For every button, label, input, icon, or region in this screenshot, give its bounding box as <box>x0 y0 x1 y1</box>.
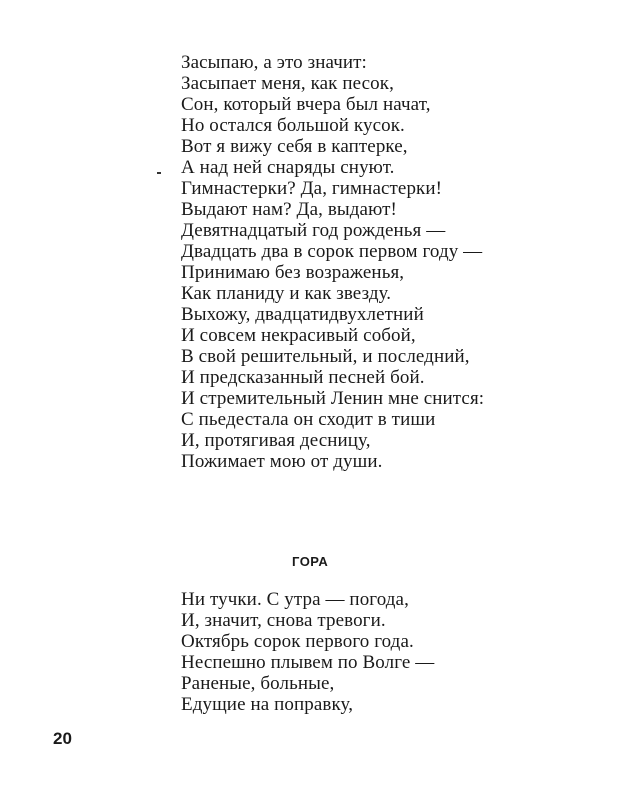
print-mark <box>157 172 161 174</box>
poem-line: Двадцать два в сорок первом году — <box>181 241 483 262</box>
poem-line: Пожимает мою от души. <box>181 451 383 472</box>
poem-line: И, значит, снова тревоги. <box>181 610 386 631</box>
poem-line: Как планиду и как звезду. <box>181 283 392 304</box>
page-number: 20 <box>53 729 72 748</box>
poem-line: Засыпает меня, как песок, <box>181 73 394 94</box>
poem-line: Сон, который вчера был начат, <box>181 94 431 115</box>
poem-line: Выхожу, двадцатидвухлетний <box>181 304 424 325</box>
poem-line: Неспешно плывем по Волге — <box>181 652 435 673</box>
poem-line: Выдают нам? Да, выдают! <box>181 199 397 220</box>
poem-line: Засыпаю, а это значит: <box>181 52 367 73</box>
poem-line: И, протягивая десницу, <box>181 430 371 451</box>
poem-line: Раненые, больные, <box>181 673 335 694</box>
poem-stanza <box>181 589 434 715</box>
poem-line: Девятнадцатый год рожденья — <box>181 220 446 241</box>
poem-stanza <box>181 52 484 472</box>
poem-line: А над ней снаряды снуют. <box>181 157 395 178</box>
poem-line: Вот я вижу себя в каптерке, <box>181 136 408 157</box>
poem-line: В свой решительный, и последний, <box>181 346 470 367</box>
poem-line: Ни тучки. С утра — погода, <box>181 589 409 610</box>
poem-line: И совсем некрасивый собой, <box>181 325 416 346</box>
poem-line: И предсказанный песней бой. <box>181 367 425 388</box>
poem-line: С пьедестала он сходит в тиши <box>181 409 436 430</box>
poem-line: Принимаю без возраженья, <box>181 262 405 283</box>
poem-line: И стремительный Ленин мне снится: <box>181 388 485 409</box>
poem-line: Гимнастерки? Да, гимнастерки! <box>181 178 443 199</box>
poem-line: Но остался большой кусок. <box>181 115 405 136</box>
poem-title: ГОРА <box>292 554 329 569</box>
poem-line: Октябрь сорок первого года. <box>181 631 414 652</box>
poem-line: Едущие на поправку, <box>181 694 354 715</box>
